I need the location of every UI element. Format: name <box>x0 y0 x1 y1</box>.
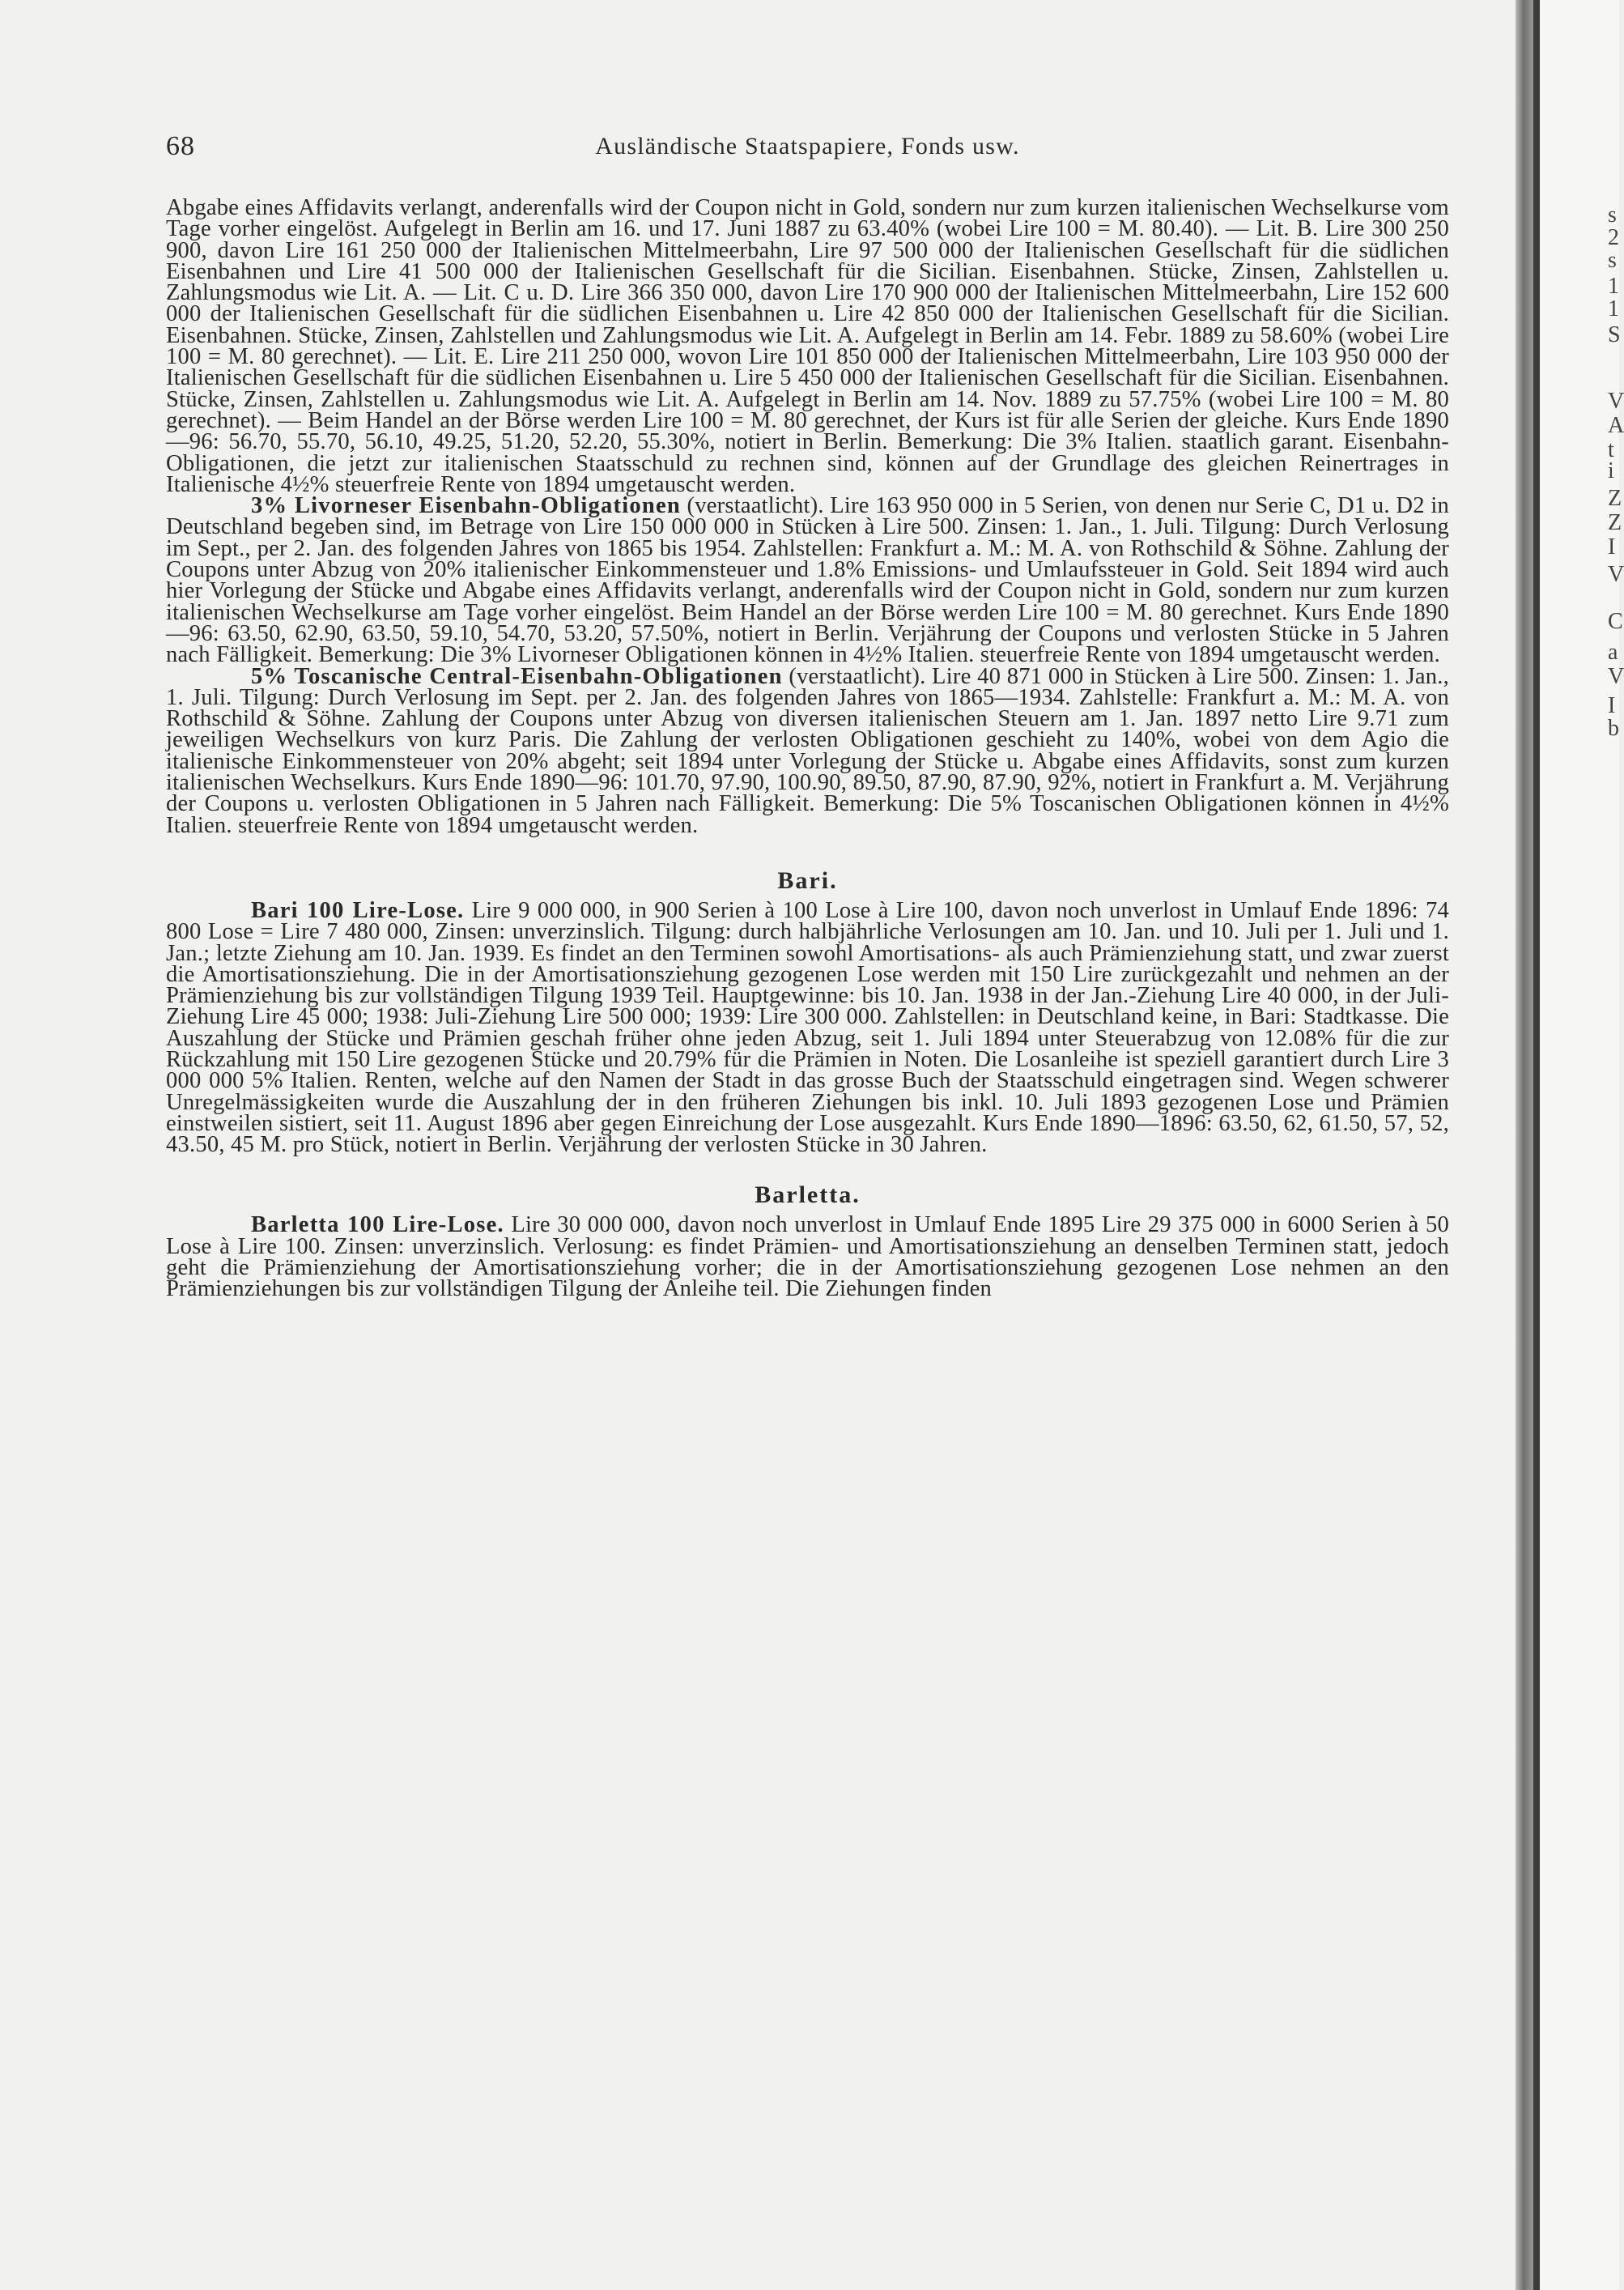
adjacent-page-char: s <box>1608 248 1617 273</box>
adjacent-page-char: I <box>1608 693 1616 718</box>
adjacent-page-char: b <box>1608 716 1619 741</box>
adjacent-page-char: V <box>1608 562 1624 587</box>
page-header <box>166 131 1449 167</box>
adjacent-page-char: I <box>1608 534 1616 560</box>
paragraph-text: Lire 30 000 000, davon noch unverlost in Umlauf Ende 1895 Lire 29 375 000 in 6000 Serien à 50 Lose à Lire 100. Zinsen: unverzinslich. Verlosung: es findet Prämien- und Amortisationsziehung an denselben Terminen statt, jedoch geht die Prämienziehung der Amortisationsziehung vorher; die in der Amortisationsziehung gezogenen Lose nehmen an den Prämienziehungen bis zur vollständigen Tilgung der Anleihe teil. Die Ziehungen finden <box>166 1212 1449 1302</box>
adjacent-page-char: C <box>1608 609 1623 634</box>
paragraph-bari-lose <box>166 897 1449 1158</box>
paragraph-italian-railways-continued <box>166 195 1449 497</box>
page-number: 68 <box>166 131 195 161</box>
adjacent-page-char: Z <box>1608 510 1622 535</box>
paragraph-text: (verstaatlicht). Lire 40 871 000 in Stücken à Lire 500. Zinsen: 1. Jan., 1. Juli. Tilgung: Durch Verlosung im Sept. per 2. Jan. des folgenden Jahres von 1865—1934. Zahlstelle: Frankfurt a. M.: M. A. von Rothschild & Söhne. Zahlung der Coupons unter Abzug von diversen italienischen Steuern am 1. Jan. 1897 netto Lire 9.71 zum jeweiligen Wechselkurs von kurz Paris. Die Zahlung der verlosten Obligationen geschieht zu 140%, wobei von dem Agio die italienische Einkommensteuer von 20% abgeht; seit 1894 unter Vorlegung der Stücke u. Abgabe eines Affidavits, sonst zum kurzen italienischen Wechselkurs. Kurs Ende 1890—96: 101.70, 97.90, 100.90, 89.50, 87.90, 87.90, 92%, notiert in Frankfurt a. M. Verjährung der Coupons u. verlosten Obligationen in 5 Jahren nach Fälligkeit. Bemerkung: Die 5% Toscanischen Obligationen können in 4½% Italien. steuerfreie Rente von 1894 umgetauscht werden. <box>166 663 1449 838</box>
paragraph-toscanische <box>166 663 1449 838</box>
adjacent-page-char: 2 <box>1608 225 1619 250</box>
page-fold-gutter <box>1533 0 1540 2290</box>
adjacent-page-char: S <box>1608 322 1621 347</box>
page-fold-shadow <box>1516 0 1533 2290</box>
adjacent-page-char: V <box>1608 664 1624 689</box>
entry-heading: Bari 100 Lire-Lose. <box>251 897 465 923</box>
adjacent-page-char: s <box>1608 202 1617 228</box>
adjacent-page-char: t <box>1608 437 1614 462</box>
running-title: Ausländische Staatspapiere, Fonds usw. <box>595 133 1020 160</box>
adjacent-page-char: 1 <box>1608 274 1619 299</box>
paragraph-text: Abgabe eines Affidavits verlangt, anderenfalls wird der Coupon nicht in Gold, sondern nur zum kurzen italienischen Wechselkurse vom Tage vorher eingelöst. Aufgelegt in Berlin am 16. und 17. Juni 1887 zu 63.40% (wobei Lire 100 = M. 80.40). — Lit. B. Lire 300 250 900, davon Lire 161 250 000 der Italienischen Mittelmeerbahn, Lire 97 500 000 der Italienischen Gesellschaft für die südlichen Eisenbahnen und Lire 41 500 000 der Italienischen Gesellschaft für die Sicilian. Eisenbahnen. Stücke, Zinsen, Zahlstellen u. Zahlungsmodus wie Lit. A. — Lit. C u. D. Lire 366 350 000, davon Lire 170 900 000 der Italienischen Mittelmeerbahn, Lire 152 600 000 der Italienischen Gesellschaft für die südlichen Eisenbahnen u. Lire 42 850 000 der Italienischen Gesellschaft für die Sicilian. Eisenbahnen. Stücke, Zinsen, Zahlstellen und Zahlungsmodus wie Lit. A. Aufgelegt in Berlin am 14. Febr. 1889 zu 58.60% (wobei Lire 100 = M. 80 gerechnet). — Lit. E. Lire 211 250 000, wovon Lire 101 850 000 der Italienischen Mittelmeerbahn, Lire 103 950 000 der Italienischen Gesellschaft für die südlichen Eisenbahnen u. Lire 5 450 000 der Italienischen Gesellschaft für die Sicilian. Eisenbahnen. Stücke, Zinsen, Zahlstellen u. Zahlungsmodus wie Lit. A. Aufgelegt in Berlin am 14. Nov. 1889 zu 57.75% (wobei Lire 100 = M. 80 gerechnet). — Beim Handel an der Börse werden Lire 100 = M. 80 gerechnet, der Kurs ist für alle Serien der gleiche. Kurs Ende 1890—96: 56.70, 55.70, 56.10, 49.25, 51.20, 52.20, 55.30%, notiert in Berlin. Bemerkung: Die 3% Italien. staatlich garant. Eisenbahn-Obligationen, die jetzt zur italienischen Staatsschuld zu rechnen sind, können auf der Grundlage des gleichen Reinertrages in Italienische 4½% steuerfreie Rente von 1894 umgetauscht werden. <box>166 195 1449 497</box>
adjacent-page-char: i <box>1608 458 1614 483</box>
adjacent-page-char: a <box>1608 640 1618 665</box>
paragraph-barletta-lose <box>166 1212 1449 1302</box>
adjacent-page-char: 1 <box>1608 296 1619 321</box>
entry-heading: 3% Livorneser Eisenbahn-Obligationen <box>251 493 681 519</box>
paragraph-text: (verstaatlicht). Lire 163 950 000 in 5 Serien, von denen nur Serie C, D1 u. D2 in Deutschland begeben sind, im Betrage von Lire 150 000 000 in Stücken à Lire 500. Zinsen: 1. Jan., 1. Juli. Tilgung: Durch Verlosung im Sept., per 2. Jan. des folgenden Jahres von 1865 bis 1954. Zahlstellen: Frankfurt a. M.: M. A. von Rothschild & Söhne. Zahlung der Coupons unter Abzug von 20% italienischer Einkommensteuer und 1.8% Emissions- und Umlaufssteuer in Gold. Seit 1894 wird auch hier Vorlegung der Stücke und Abgabe eines Affidavits verlangt, anderenfalls wird der Coupon nicht in Gold, sondern nur zum kurzen italienischen Wechselkurse am Tage vorher eingelöst. Beim Handel an der Börse werden Lire 100 = M. 80 gerechnet. Kurs Ende 1890—96: 63.50, 62.90, 63.50, 59.10, 54.70, 53.20, 57.50%, notiert in Berlin. Verjährung der Coupons und verlosten Stücke in 5 Jahren nach Fälligkeit. Bemerkung: Die 3% Livorneser Obligationen können in 4½% Italien. steuerfreie Rente von 1894 umgetauscht werden. <box>166 493 1449 668</box>
entry-heading: Barletta 100 Lire-Lose. <box>251 1212 504 1238</box>
adjacent-page-char: A <box>1608 413 1624 438</box>
adjacent-page-edge <box>1540 0 1624 2290</box>
section-title-barletta: Barletta. <box>755 1181 861 1209</box>
body-text <box>166 195 1449 1302</box>
paragraph-livorneser <box>166 493 1449 668</box>
entry-heading: 5% Toscanische Central-Eisenbahn-Obligationen <box>251 663 783 689</box>
adjacent-page-char: V <box>1608 389 1624 414</box>
adjacent-page-char: Z <box>1608 486 1622 511</box>
section-title-bari: Bari. <box>777 866 838 894</box>
paragraph-text: Lire 9 000 000, in 900 Serien à 100 Lose à Lire 100, davon noch unverlost in Umlauf Ende 1896: 74 800 Lose = Lire 7 480 000, Zinsen: unverzinslich. Tilgung: durch halbjährliche Verlosungen am 10. Jan. und 10. Juli per 1. Juli und 1. Jan.; letzte Ziehung am 10. Jan. 1939. Es findet an den Terminen sowohl Amortisations- als auch Prämienziehung statt, und zwar zuerst die Amortisationsziehung. Die in der Amortisationsziehung gezogenen Lose werden mit 150 Lire zurückgezahlt und nehmen an der Prämienziehung bis zur vollständigen Tilgung 1939 Teil. Hauptgewinne: bis 10. Jan. 1938 in der Jan.-Ziehung Lire 40 000, in der Juli-Ziehung Lire 45 000; 1938: Juli-Ziehung Lire 500 000; 1939: Lire 300 000. Zahlstellen: in Deutschland keine, in Bari: Stadtkasse. Die Auszahlung der Stücke und Prämien geschah früher ohne jeden Abzug, seit 1. Juli 1894 unter Steuerabzug von 12.08% für die zur Rückzahlung mit 150 Lire gezogenen Stücke und 20.79% für die Prämien in Noten. Die Losanleihe ist speziell garantiert durch Lire 3 000 000 5% Italien. Renten, welche auf den Namen der Stadt in das grosse Buch der Staatsschuld eingetragen sind. Wegen schwerer Unregelmässigkeiten wurde die Auszahlung der in den früheren Ziehungen bis inkl. 10. Juli 1893 gezogenen Lose und Prämien einstweilen sistiert, seit 11. August 1896 aber gegen Einreichung der Lose ausgezahlt. Kurs Ende 1890—1896: 63.50, 62, 61.50, 57, 52, 43.50, 45 M. pro Stück, notiert in Berlin. Verjährung der verlosten Stücke in 30 Jahren. <box>166 897 1449 1158</box>
